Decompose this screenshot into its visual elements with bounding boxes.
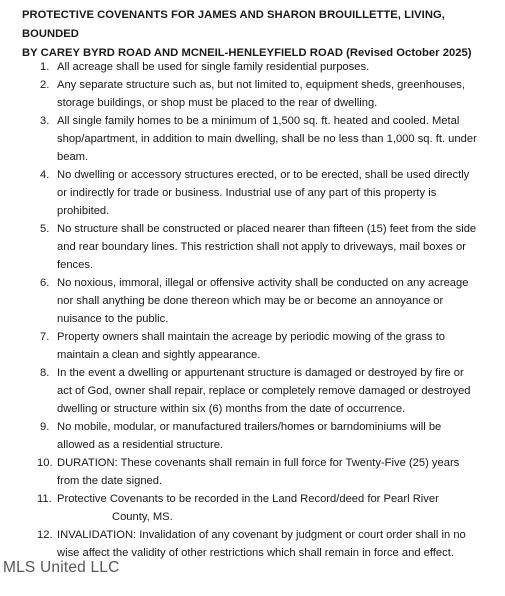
covenant-text: INVALIDATION: Invalidation of any covenant by judgment or court order shall in no wise affect the validity of other restrictions which shall remain in force and effect. bbox=[57, 528, 466, 559]
covenant-number: 8. bbox=[40, 366, 50, 379]
covenant-number: 12. bbox=[37, 528, 53, 541]
covenant-item-2 bbox=[40, 77, 480, 113]
covenant-number: 9. bbox=[40, 420, 50, 433]
covenant-item-5 bbox=[40, 221, 480, 275]
covenant-number: 10. bbox=[37, 456, 53, 469]
covenant-number: 7. bbox=[40, 330, 50, 343]
covenant-text: No noxious, immoral, illegal or offensive activity shall be conducted on any acreage nor shall anything be done thereon which may be or become an annoyance or nuisance to the public. bbox=[57, 276, 469, 325]
covenant-item-6 bbox=[40, 275, 480, 329]
title-line-1: PROTECTIVE COVENANTS FOR JAMES AND SHARON BROUILLETTE, LIVING, BOUNDED bbox=[22, 9, 445, 40]
covenant-number: 1. bbox=[40, 61, 50, 73]
covenant-item-7 bbox=[40, 329, 480, 365]
covenant-text: Property owners shall maintain the acreage by periodic mowing of the grass to maintain a clean and sightly appearance. bbox=[57, 330, 446, 361]
covenant-text: No dwelling or accessory structures erected, or to be erected, shall be used directly or indirectly for trade or business. Industrial use of any part of this property is prohibited. bbox=[57, 169, 470, 217]
covenant-number: 11. bbox=[37, 492, 52, 505]
covenant-number: 3. bbox=[40, 115, 50, 128]
covenant-text-continued: County, MS. bbox=[112, 510, 173, 523]
covenant-item-11 bbox=[37, 491, 480, 527]
covenant-item-10 bbox=[37, 455, 480, 491]
covenant-list bbox=[37, 59, 480, 563]
covenant-item-9 bbox=[40, 419, 480, 455]
covenant-text: Protective Covenants to be recorded in the Land Record/deed for Pearl River bbox=[57, 492, 439, 505]
covenant-text: All acreage shall be used for single family residential purposes. bbox=[57, 61, 370, 73]
document-title bbox=[22, 6, 492, 63]
covenant-text: DURATION: These covenants shall remain in full force for Twenty-Five (25) years from the date signed. bbox=[57, 456, 460, 487]
covenant-item-3 bbox=[40, 113, 480, 167]
covenant-text: All single family homes to be a minimum of 1,500 sq. ft. heated and cooled. Metal shop/apartment, in addition to main dwelling, shall be no less than 1,000 sq. ft. under beam. bbox=[57, 115, 477, 163]
title-line-2: BY CAREY BYRD ROAD AND MCNEIL-HENLEYFIELD ROAD (Revised October 2025) bbox=[22, 47, 472, 59]
covenant-number: 4. bbox=[40, 169, 50, 181]
covenant-text: Any separate structure such as, but not limited to, equipment sheds, greenhouses, storage buildings, or shop must be placed to the rear of dwelling. bbox=[57, 79, 465, 109]
mls-watermark: MLS United LLC bbox=[3, 559, 120, 576]
covenant-number: 5. bbox=[40, 222, 50, 235]
covenant-item-8 bbox=[40, 365, 480, 419]
covenant-text: No structure shall be constructed or placed nearer than fifteen (15) feet from the side and rear boundary lines. This restriction shall not apply to driveways, mail boxes or fences. bbox=[57, 222, 477, 271]
covenant-number: 6. bbox=[40, 276, 50, 289]
covenant-text: No mobile, modular, or manufactured trailers/homes or barndominiums will be allowed as a residential structure. bbox=[57, 420, 442, 451]
covenant-item-4 bbox=[40, 167, 480, 221]
covenant-text: In the event a dwelling or appurtenant structure is damaged or destroyed by fire or act of God, owner shall repair, replace or completely remove damaged or destroyed dwelling or structure within six (6) months from the date of occurrence. bbox=[57, 366, 471, 415]
covenant-number: 2. bbox=[40, 79, 50, 92]
covenant-item-1 bbox=[40, 59, 480, 77]
